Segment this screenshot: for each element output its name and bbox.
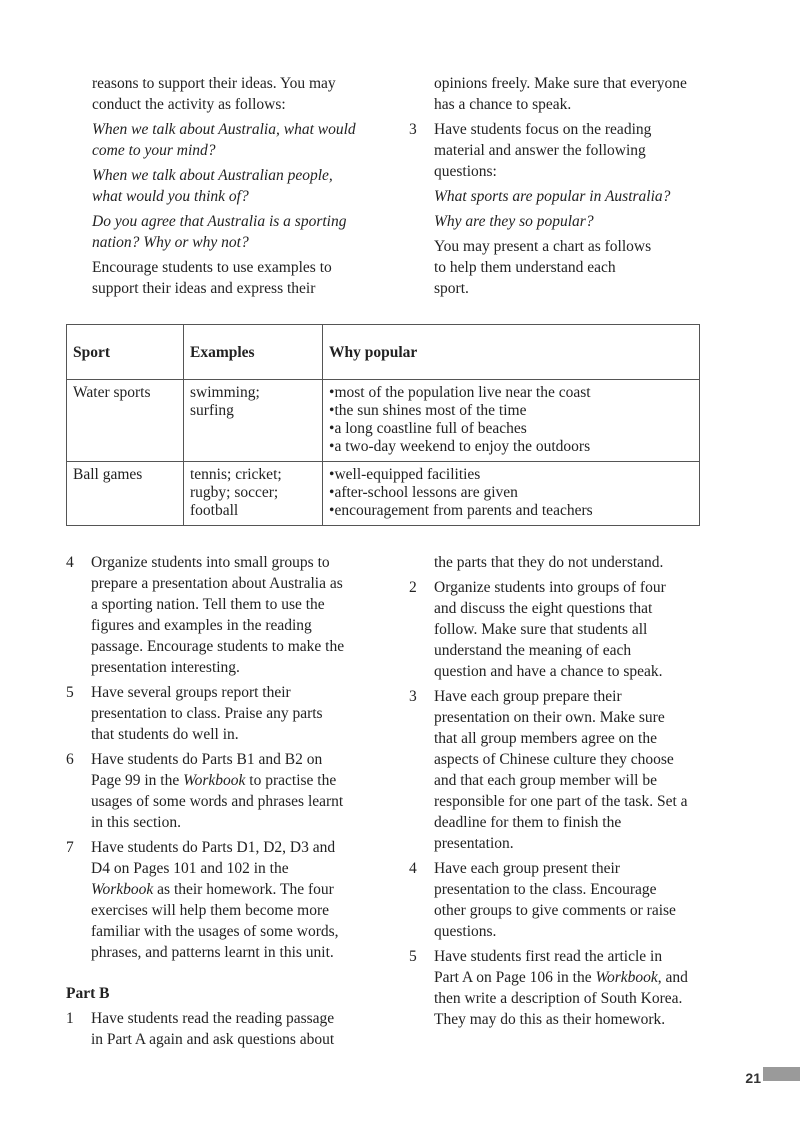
text-line: usages of some words and phrases learnt — [91, 793, 344, 810]
item-number: 5 — [66, 684, 74, 701]
text-segment: as their homework. The four — [153, 881, 334, 898]
question-line: come to your mind? — [92, 142, 216, 159]
example-line: surfing — [190, 402, 234, 419]
page-number: 21 — [745, 1070, 761, 1086]
part-b-heading: Part B — [66, 985, 110, 1002]
reason-bullet: • the sun shines most of the time — [329, 402, 693, 420]
text-line: Have each group prepare their — [434, 688, 622, 705]
list-item — [409, 946, 739, 1030]
example-line: football — [190, 502, 239, 519]
top-left-column — [92, 73, 392, 299]
text-line: material and answer the following — [434, 142, 646, 159]
item-number: 5 — [409, 948, 417, 965]
text-line: in Part A again and ask questions about — [91, 1031, 335, 1048]
text-line: exercises will help them become more — [91, 902, 330, 919]
bottom-right-column — [409, 552, 739, 1030]
text-line: reasons to support their ideas. You may — [92, 75, 336, 92]
text-segment: to practise the — [245, 772, 337, 789]
text-line: presentation. — [434, 835, 514, 852]
text-line: Have several groups report their — [91, 684, 291, 701]
text-line: Have students first read the article in — [434, 948, 663, 965]
table-row — [67, 462, 700, 526]
text-line: Have students do Parts B1 and B2 on — [91, 751, 323, 768]
example-line: swimming; — [190, 384, 260, 401]
text-line: that all group members agree on the — [434, 730, 657, 747]
list-item — [66, 837, 396, 963]
text-line: the parts that they do not understand. — [434, 554, 664, 571]
list-item — [66, 1008, 396, 1050]
workbook-title: Workbook — [595, 969, 658, 986]
text-line: other groups to give comments or raise — [434, 902, 676, 919]
text-line: questions: — [434, 163, 497, 180]
question-line: When we talk about Australian people, — [92, 167, 333, 184]
text-line — [91, 879, 396, 900]
workbook-title: Workbook — [183, 772, 246, 789]
text-line: responsible for one part of the task. Set a — [434, 793, 688, 810]
reason-bullet: • a two-day weekend to enjoy the outdoors — [329, 438, 693, 456]
text-line: Have each group present their — [434, 860, 620, 877]
text-line: follow. Make sure that students all — [434, 621, 648, 638]
text-segment: Page 99 in the — [91, 772, 184, 789]
list-item — [409, 119, 729, 299]
text-line: aspects of Chinese culture they choose — [434, 751, 674, 768]
text-line: presentation interesting. — [91, 659, 240, 676]
list-item — [409, 686, 739, 854]
text-line: Have students focus on the reading — [434, 121, 652, 138]
bottom-left-column — [66, 552, 396, 1050]
cell-examples — [184, 462, 323, 526]
item-number: 4 — [409, 860, 417, 877]
list-item — [66, 749, 396, 833]
example-line: tennis; cricket; — [190, 466, 282, 483]
text-line: Have students read the reading passage — [91, 1010, 335, 1027]
list-item — [409, 858, 739, 942]
header-sport: Sport — [67, 325, 184, 380]
question-line: What sports are popular in Australia? — [434, 188, 671, 205]
question-line: Do you agree that Australia is a sporting — [92, 213, 347, 230]
text-line: Organize students into groups of four — [434, 579, 666, 596]
item-number: 6 — [66, 751, 74, 768]
cell-sport: Ball games — [67, 462, 184, 526]
item-number: 2 — [409, 579, 417, 596]
text-line: figures and examples in the reading — [91, 617, 312, 634]
text-line: and discuss the eight questions that — [434, 600, 653, 617]
cell-why — [323, 462, 700, 526]
header-examples: Examples — [184, 325, 323, 380]
item-number: 3 — [409, 121, 417, 138]
text-line: question and have a chance to speak. — [434, 663, 663, 680]
header-why-popular: Why popular — [323, 325, 700, 380]
reason-bullet: • after-school lessons are given — [329, 484, 693, 502]
question-line: what would you think of? — [92, 188, 249, 205]
table-row — [67, 380, 700, 462]
question-line: When we talk about Australia, what would — [92, 121, 356, 138]
list-item — [66, 682, 396, 745]
table-header-row — [67, 325, 700, 380]
text-line: phrases, and patterns learnt in this unit. — [91, 944, 334, 961]
text-line: to help them understand each — [434, 259, 616, 276]
reason-bullet: • most of the population live near the coast — [329, 384, 693, 402]
text-line: passage. Encourage students to make the — [91, 638, 345, 655]
item-number: 7 — [66, 839, 74, 856]
text-line: opinions freely. Make sure that everyone — [434, 75, 687, 92]
text-line: and that each group member will be — [434, 772, 657, 789]
reason-bullet: • encouragement from parents and teachers — [329, 502, 693, 520]
item-number: 3 — [409, 688, 417, 705]
text-line: presentation to the class. Encourage — [434, 881, 657, 898]
text-line: a sporting nation. Tell them to use the — [91, 596, 325, 613]
cell-sport: Water sports — [67, 380, 184, 462]
text-line: Organize students into small groups to — [91, 554, 330, 571]
text-segment: Part A on Page 106 in the — [434, 969, 596, 986]
cell-why — [323, 380, 700, 462]
top-right-column — [409, 73, 729, 299]
list-item — [409, 577, 739, 682]
text-line: sport. — [434, 280, 469, 297]
item-number: 1 — [66, 1010, 74, 1027]
reason-bullet: • a long coastline full of beaches — [329, 420, 693, 438]
cell-examples — [184, 380, 323, 462]
text-line: They may do this as their homework. — [434, 1011, 666, 1028]
text-line: conduct the activity as follows: — [92, 96, 286, 113]
text-line: understand the meaning of each — [434, 642, 632, 659]
question-line: Why are they so popular? — [434, 213, 594, 230]
text-line: that students do well in. — [91, 726, 239, 743]
sports-table — [66, 324, 700, 526]
text-line: questions. — [434, 923, 497, 940]
text-line — [91, 770, 396, 791]
item-number: 4 — [66, 554, 74, 571]
text-line: in this section. — [91, 814, 181, 831]
text-line: You may present a chart as follows — [434, 238, 652, 255]
text-line: presentation to class. Praise any parts — [91, 705, 323, 722]
workbook-title: Workbook — [91, 881, 154, 898]
text-line: Have students do Parts D1, D2, D3 and — [91, 839, 336, 856]
text-segment: , and — [657, 969, 688, 986]
reason-bullet: • well-equipped facilities — [329, 466, 693, 484]
text-line: has a chance to speak. — [434, 96, 572, 113]
text-line — [434, 967, 739, 988]
list-item — [66, 552, 396, 678]
question-line: nation? Why or why not? — [92, 234, 249, 251]
text-line: deadline for them to finish the — [434, 814, 622, 831]
example-line: rugby; soccer; — [190, 484, 279, 501]
text-line: D4 on Pages 101 and 102 in the — [91, 860, 289, 877]
text-line: support their ideas and express their — [92, 280, 316, 297]
text-line: then write a description of South Korea. — [434, 990, 683, 1007]
text-line: prepare a presentation about Australia as — [91, 575, 343, 592]
text-line: Encourage students to use examples to — [92, 259, 332, 276]
page-number-bar — [763, 1067, 800, 1081]
text-line: presentation on their own. Make sure — [434, 709, 665, 726]
text-line: familiar with the usages of some words, — [91, 923, 339, 940]
